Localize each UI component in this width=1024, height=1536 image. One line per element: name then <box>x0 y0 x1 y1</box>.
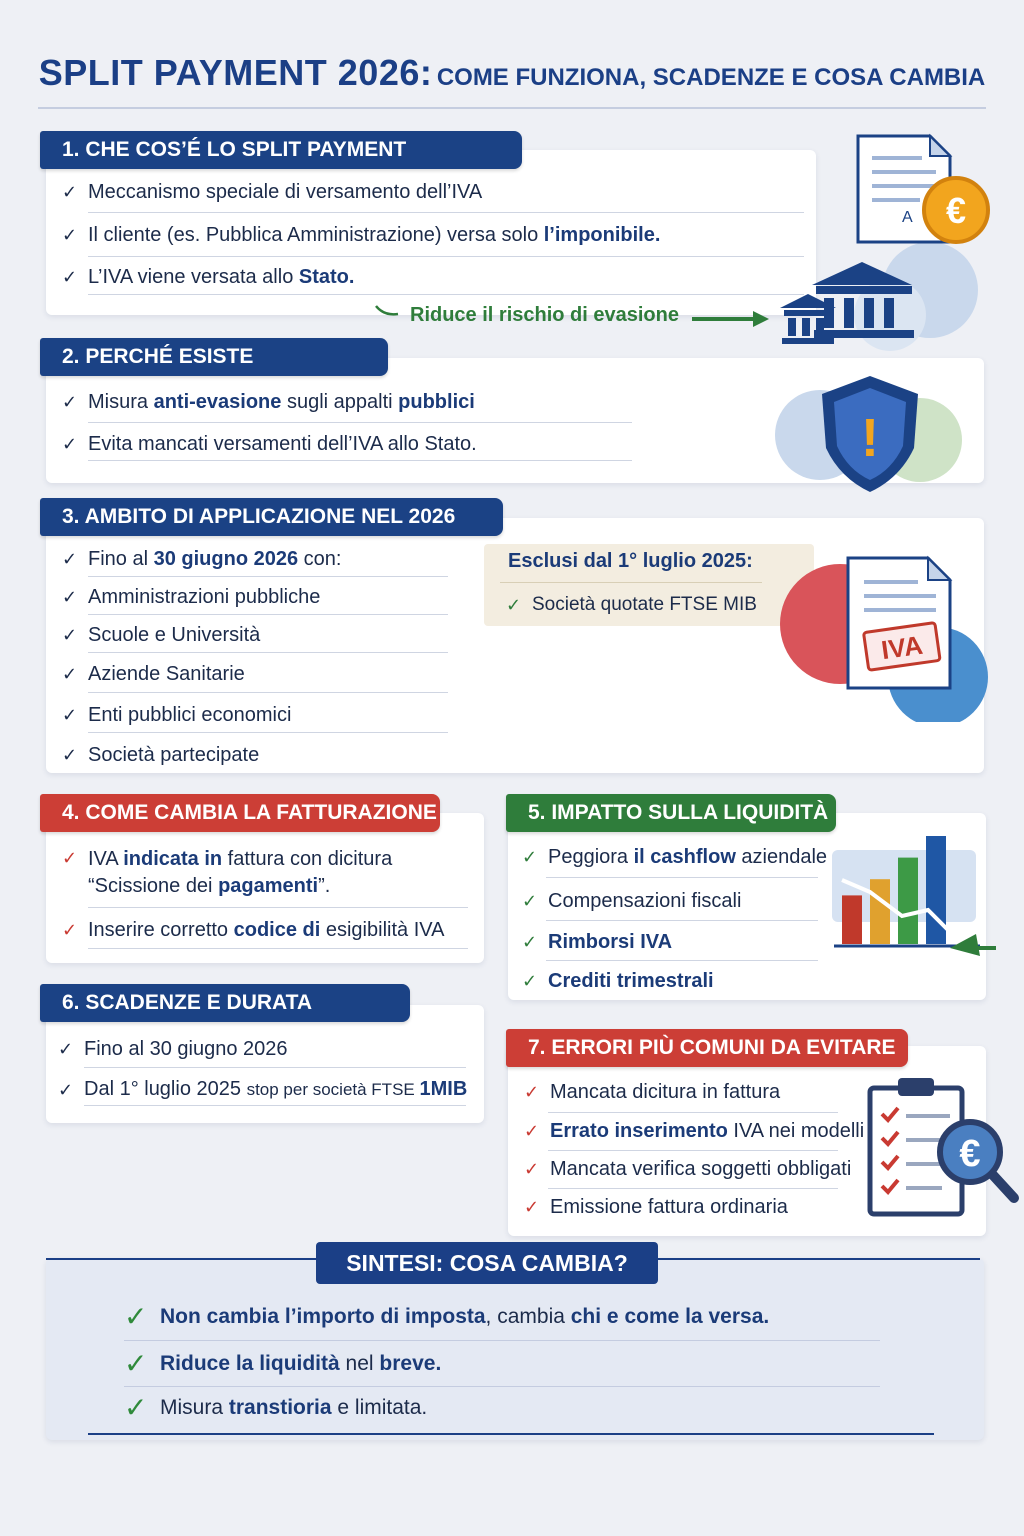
svg-text:€: € <box>959 1133 981 1175</box>
s7-item-2: ✓ Errato inserimento IVA nei modelli <box>524 1120 865 1142</box>
excluded-item: ✓ Società quotate FTSE MIB <box>506 594 757 615</box>
divider <box>88 294 804 295</box>
chart-bar <box>898 858 918 944</box>
check-icon: ✓ <box>524 1121 540 1141</box>
divider <box>88 907 468 908</box>
divider <box>500 582 762 583</box>
check-icon: ✓ <box>62 664 78 684</box>
title-main: SPLIT PAYMENT 2026: <box>38 52 433 93</box>
check-icon: ✓ <box>62 549 78 569</box>
s5-item-2: ✓ Compensazioni fiscali <box>522 890 742 912</box>
section-6-header: 6. SCADENZE E DURATA <box>40 984 410 1022</box>
divider <box>88 422 632 423</box>
section-1-header: 1. CHE COS’É LO SPLIT PAYMENT <box>40 131 522 169</box>
check-icon: ✓ <box>62 434 78 454</box>
divider <box>88 652 448 653</box>
title-divider <box>38 107 986 109</box>
s1-item-3: ✓ L’IVA viene versata allo Stato. <box>62 266 355 288</box>
divider <box>548 1112 838 1113</box>
svg-text:!: ! <box>861 408 879 468</box>
check-icon: ✓ <box>62 267 78 287</box>
summary-item-2: ✓ Riduce la liquidità nel breve. <box>124 1348 442 1379</box>
check-icon: ✓ <box>58 1039 74 1059</box>
s4-item-2: ✓ Inserire corretto codice di esigibilità IVA <box>62 919 445 941</box>
svg-text:A: A <box>902 209 913 226</box>
chart-bar <box>842 895 862 944</box>
s2-item-2: ✓ Evita mancati versamenti dell’IVA allo Stato. <box>62 433 477 455</box>
page-title <box>0 52 1024 94</box>
s7-item-3: ✓ Mancata verifica soggetti obbligati <box>524 1158 852 1180</box>
s4-item-1: ✓ IVA indicata in fattura con dicitura “Scissione dei pagamenti”. <box>62 848 393 897</box>
s3-item-1: ✓ Fino al 30 giugno 2026 con: <box>62 548 342 570</box>
check-icon: ✓ <box>62 182 78 202</box>
s3-item-6: ✓ Società partecipate <box>62 744 260 766</box>
svg-text:IVA: IVA <box>879 629 925 666</box>
check-icon: ✓ <box>62 920 78 940</box>
check-icon: ✓ <box>124 1301 148 1332</box>
cashflow-chart-icon <box>830 830 998 960</box>
check-icon: ✓ <box>62 392 78 412</box>
section-5-header: 5. IMPATTO SULLA LIQUIDITÀ <box>506 794 836 832</box>
chart-bar <box>870 879 890 944</box>
excluded-title: Esclusi dal 1° luglio 2025: <box>508 550 753 572</box>
shield-warning-icon <box>770 370 970 495</box>
iva-document-icon <box>778 552 993 722</box>
divider <box>88 614 448 615</box>
check-icon: ✓ <box>524 1159 540 1179</box>
svg-text:€: € <box>945 190 967 231</box>
summary-bottom-rule <box>88 1433 934 1435</box>
check-icon: ✓ <box>522 891 538 911</box>
s3-item-5: ✓ Enti pubblici economici <box>62 704 292 726</box>
summary-header: SINTESI: COSA CAMBIA? <box>316 1242 658 1284</box>
s1-item-2: ✓ Il cliente (es. Pubblica Amministrazione) versa solo l’imponibile. <box>62 224 661 246</box>
s2-item-1: ✓ Misura anti-evasione sugli appalti pubblici <box>62 391 475 413</box>
checklist-magnifier-icon <box>862 1074 1022 1224</box>
s6-item-1: ✓ Fino al 30 giugno 2026 <box>58 1038 288 1060</box>
s6-item-2: ✓ Dal 1° luglio 2025 stop per società FTSE 1MIB <box>58 1078 468 1100</box>
divider <box>88 576 448 577</box>
divider <box>124 1340 880 1341</box>
s7-item-4: ✓ Emissione fattura ordinaria <box>524 1196 788 1218</box>
check-icon: ✓ <box>506 595 522 615</box>
s5-item-1: ✓ Peggiora il cashflow aziendale <box>522 846 828 868</box>
check-icon: ✓ <box>522 932 538 952</box>
divider <box>84 1067 466 1068</box>
check-icon: ✓ <box>62 848 78 868</box>
divider <box>88 692 448 693</box>
check-icon: ✓ <box>62 225 78 245</box>
divider <box>88 256 804 257</box>
title-sub: COME FUNZIONA, SCADENZE E COSA CAMBIA <box>436 64 986 91</box>
check-icon: ✓ <box>62 587 78 607</box>
divider <box>88 732 448 733</box>
divider <box>548 1150 838 1151</box>
s3-item-2: ✓ Amministrazioni pubbliche <box>62 586 321 608</box>
divider <box>546 960 818 961</box>
summary-item-1: ✓ Non cambia l’importo di imposta, cambia chi e come la versa. <box>124 1301 770 1332</box>
check-icon: ✓ <box>58 1079 74 1100</box>
divider <box>84 1105 466 1106</box>
check-icon: ✓ <box>124 1348 148 1379</box>
check-icon: ✓ <box>522 971 538 991</box>
divider <box>88 948 468 949</box>
callout-evasion: Riduce il rischio di evasione <box>370 300 780 332</box>
check-icon: ✓ <box>124 1392 148 1423</box>
check-icon: ✓ <box>522 847 538 867</box>
section-2-header: 2. PERCHÉ ESISTE <box>40 338 388 376</box>
check-icon: ✓ <box>62 625 78 645</box>
check-icon: ✓ <box>62 705 78 725</box>
s3-item-4: ✓ Aziende Sanitarie <box>62 663 245 685</box>
s5-item-4: ✓ Crediti trimestrali <box>522 970 714 992</box>
divider <box>548 1188 838 1189</box>
check-icon: ✓ <box>524 1082 540 1102</box>
divider <box>546 920 818 921</box>
section-3-header: 3. AMBITO DI APPLICAZIONE NEL 2026 <box>40 498 503 536</box>
s5-item-3: ✓ Rimborsi IVA <box>522 931 673 953</box>
divider <box>88 212 804 213</box>
divider <box>124 1386 880 1387</box>
document-euro-bank-icon <box>770 130 990 355</box>
divider <box>88 460 632 461</box>
s7-item-1: ✓ Mancata dicitura in fattura <box>524 1081 781 1103</box>
s1-item-1: ✓ Meccanismo speciale di versamento dell’IVA <box>62 181 483 203</box>
check-icon: ✓ <box>62 745 78 765</box>
divider <box>546 877 818 878</box>
section-4-header: 4. COME CAMBIA LA FATTURAZIONE <box>40 794 440 832</box>
s3-item-3: ✓ Scuole e Università <box>62 624 261 646</box>
section-7-header: 7. ERRORI PIÙ COMUNI DA EVITARE <box>506 1029 908 1067</box>
summary-item-3: ✓ Misura transtioria e limitata. <box>124 1392 428 1423</box>
check-icon: ✓ <box>524 1197 540 1217</box>
